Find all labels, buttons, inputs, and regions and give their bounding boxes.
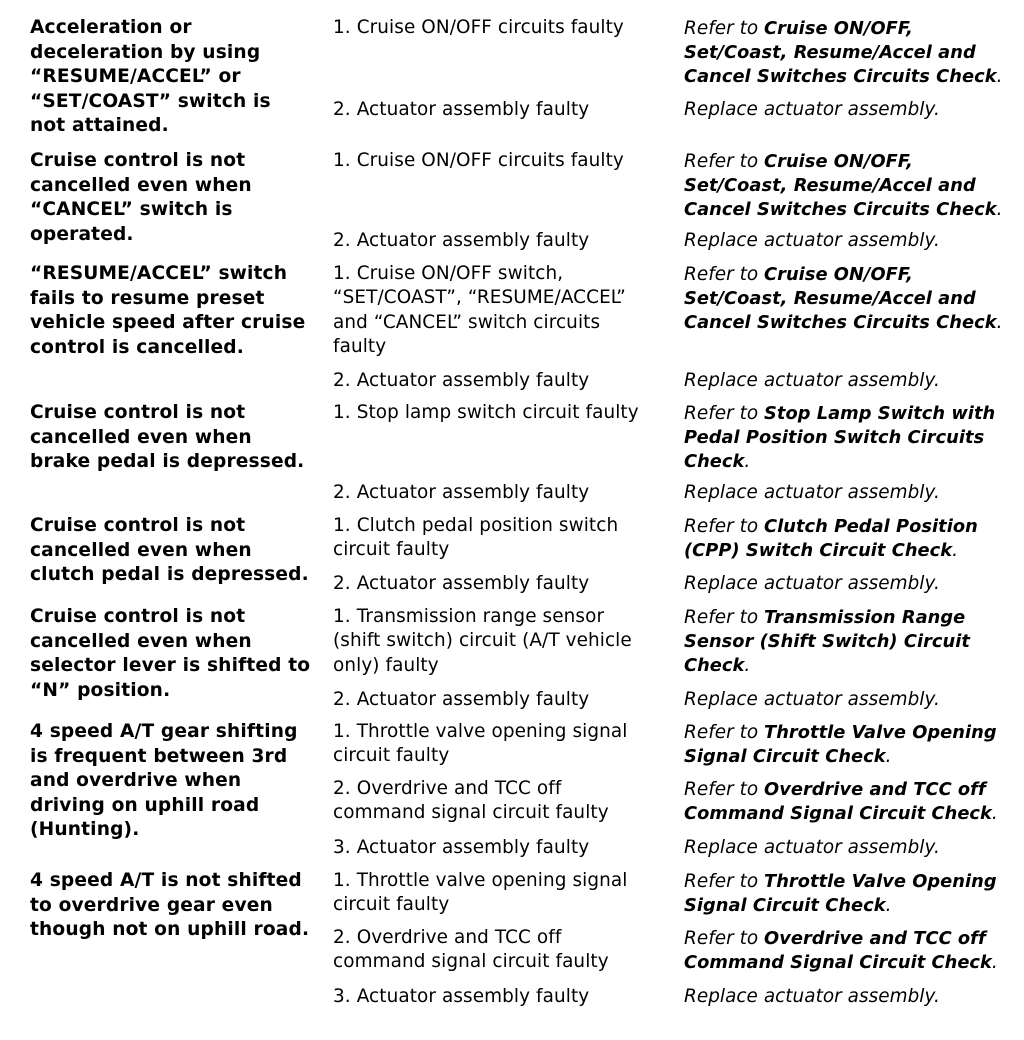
- cause-cell: [333, 369, 678, 393]
- cause-line: 1. Throttle valve opening signal: [333, 870, 628, 891]
- remedy-prefix: Refer to: [684, 871, 765, 892]
- cause-line: 1. Transmission range sensor: [333, 606, 605, 627]
- cause-line: 2. Overdrive and TCC off: [333, 778, 562, 799]
- condition-cell: [30, 401, 328, 475]
- cause-line: 1. Clutch pedal position switch: [333, 515, 619, 536]
- remedy-cell: [684, 836, 1020, 860]
- condition-line: selector lever is shifted to: [30, 655, 311, 677]
- cause-cell: [333, 401, 678, 425]
- cause-cell: [333, 572, 678, 596]
- condition-line: Cruise control is not: [30, 606, 246, 627]
- cause-line: 2. Actuator assembly faulty: [333, 482, 590, 503]
- condition-line: “RESUME/ACCEL” or: [30, 66, 241, 88]
- remedy-prefix: Refer to: [684, 403, 765, 424]
- cause-cell: [333, 720, 678, 769]
- remedy-line: [684, 65, 1020, 89]
- remedy-reference: Throttle Valve Opening: [764, 871, 997, 892]
- condition-cell: [30, 514, 328, 588]
- cause-line: 3. Actuator assembly faulty: [333, 986, 590, 1007]
- condition-cell: [30, 605, 328, 703]
- remedy-line: [684, 778, 1020, 802]
- remedy-cell: [684, 778, 1020, 826]
- remedy-line: [684, 745, 1020, 769]
- remedy-reference: Signal Circuit Check: [684, 745, 886, 767]
- condition-line: “SET/COAST” switch is: [30, 90, 271, 112]
- cause-cell: [333, 149, 678, 173]
- cause-cell: [333, 836, 678, 860]
- remedy-cell: [684, 688, 1020, 712]
- condition-cell: [30, 720, 328, 843]
- remedy-cell: [684, 229, 1020, 253]
- condition-cell: [30, 262, 328, 360]
- condition-line: to overdrive gear even: [30, 894, 273, 916]
- remedy-suffix: .: [744, 654, 751, 676]
- condition-line: 4 speed A/T is not shifted: [30, 870, 302, 891]
- remedy-line: [684, 174, 1020, 198]
- remedy-cell: [684, 402, 1020, 473]
- remedy-reference: Command Signal Circuit Check: [684, 802, 992, 824]
- remedy-reference: Stop Lamp Switch with: [764, 403, 996, 424]
- condition-line: “N” position.: [30, 679, 171, 701]
- remedy-reference: Cruise ON/OFF,: [764, 264, 913, 285]
- cause-line: 2. Actuator assembly faulty: [333, 230, 590, 251]
- remedy-line: [684, 802, 1020, 826]
- remedy-reference: (CPP) Switch Circuit Check: [684, 539, 953, 561]
- cause-line: 1. Throttle valve opening signal: [333, 721, 628, 742]
- remedy-suffix: .: [996, 311, 1003, 333]
- remedy-text: Replace actuator assembly.: [684, 230, 940, 251]
- remedy-reference: Set/Coast, Resume/Accel and: [684, 287, 976, 309]
- remedy-suffix: .: [996, 198, 1003, 220]
- cause-line: circuit faulty: [333, 539, 450, 561]
- remedy-reference: Transmission Range: [764, 607, 966, 628]
- condition-line: driving on uphill road: [30, 794, 260, 816]
- remedy-suffix: .: [952, 539, 959, 561]
- remedy-prefix: Refer to: [684, 18, 765, 39]
- remedy-text: Replace actuator assembly.: [684, 482, 940, 503]
- remedy-line: [684, 606, 1020, 630]
- condition-line: 4 speed A/T gear shifting: [30, 721, 298, 742]
- condition-cell: [30, 869, 328, 943]
- condition-line: is frequent between 3rd: [30, 745, 288, 767]
- remedy-cell: [684, 606, 1020, 677]
- remedy-line: [684, 515, 1020, 539]
- remedy-prefix: Refer to: [684, 928, 765, 949]
- cause-line: “SET/COAST”, “RESUME/ACCEL”: [333, 287, 626, 309]
- remedy-cell: [684, 98, 1020, 122]
- cause-line: 2. Actuator assembly faulty: [333, 99, 590, 120]
- condition-line: cancelled even when: [30, 426, 252, 448]
- cause-cell: [333, 777, 678, 826]
- remedy-cell: [684, 515, 1020, 563]
- remedy-line: [684, 41, 1020, 65]
- remedy-reference: Cancel Switches Circuits Check: [684, 65, 997, 87]
- cause-cell: [333, 16, 678, 40]
- condition-line: “CANCEL” switch is: [30, 199, 233, 221]
- remedy-reference: Signal Circuit Check: [684, 894, 886, 916]
- remedy-cell: [684, 927, 1020, 975]
- condition-line: not attained.: [30, 115, 169, 137]
- cause-cell: [333, 605, 678, 678]
- remedy-suffix: .: [996, 65, 1003, 87]
- remedy-suffix: .: [991, 802, 998, 824]
- cause-cell: [333, 688, 678, 712]
- remedy-cell: [684, 263, 1020, 334]
- cause-cell: [333, 869, 678, 918]
- condition-line: cancelled even when: [30, 174, 252, 196]
- condition-line: brake pedal is depressed.: [30, 451, 305, 473]
- remedy-text: Replace actuator assembly.: [684, 837, 940, 858]
- remedy-line: [684, 630, 1020, 654]
- cause-line: 1. Cruise ON/OFF circuits faulty: [333, 150, 624, 171]
- remedy-line: [684, 198, 1020, 222]
- remedy-line: [684, 263, 1020, 287]
- condition-line: Cruise control is not: [30, 515, 246, 536]
- cause-cell: [333, 262, 678, 360]
- cause-cell: [333, 926, 678, 975]
- cause-line: and “CANCEL” switch circuits: [333, 311, 601, 333]
- remedy-suffix: .: [991, 951, 998, 973]
- condition-line: Cruise control is not: [30, 402, 246, 423]
- remedy-reference: Check: [684, 654, 745, 676]
- remedy-text: Replace actuator assembly.: [684, 370, 940, 391]
- remedy-reference: Clutch Pedal Position: [764, 516, 978, 537]
- remedy-reference: Throttle Valve Opening: [764, 722, 997, 743]
- remedy-line: [684, 951, 1020, 975]
- remedy-line: [684, 654, 1020, 678]
- remedy-reference: Cancel Switches Circuits Check: [684, 311, 997, 333]
- remedy-line: [684, 17, 1020, 41]
- condition-line: Cruise control is not: [30, 150, 246, 171]
- cause-cell: [333, 98, 678, 122]
- remedy-reference: Set/Coast, Resume/Accel and: [684, 174, 976, 196]
- cause-line: 1. Cruise ON/OFF switch,: [333, 263, 564, 284]
- remedy-reference: Cruise ON/OFF,: [764, 151, 913, 172]
- remedy-line: [684, 927, 1020, 951]
- cause-line: command signal circuit faulty: [333, 802, 609, 824]
- remedy-cell: [684, 985, 1020, 1009]
- condition-line: “RESUME/ACCEL” switch: [30, 263, 288, 284]
- remedy-cell: [684, 572, 1020, 596]
- remedy-line: [684, 311, 1020, 335]
- remedy-line: [684, 150, 1020, 174]
- remedy-prefix: Refer to: [684, 516, 765, 537]
- remedy-text: Replace actuator assembly.: [684, 689, 940, 710]
- remedy-line: [684, 870, 1020, 894]
- remedy-cell: [684, 369, 1020, 393]
- condition-line: control is cancelled.: [30, 336, 244, 358]
- remedy-prefix: Refer to: [684, 151, 765, 172]
- condition-line: though not on uphill road.: [30, 919, 310, 941]
- cause-cell: [333, 985, 678, 1009]
- remedy-line: [684, 402, 1020, 426]
- remedy-cell: [684, 150, 1020, 221]
- remedy-prefix: Refer to: [684, 607, 765, 628]
- remedy-cell: [684, 721, 1020, 769]
- condition-line: cancelled even when: [30, 539, 252, 561]
- cause-line: circuit faulty: [333, 745, 450, 767]
- remedy-line: [684, 721, 1020, 745]
- cause-line: only) faulty: [333, 654, 439, 676]
- condition-line: and overdrive when: [30, 770, 242, 792]
- remedy-text: Replace actuator assembly.: [684, 986, 940, 1007]
- cause-line: (shift switch) circuit (A/T vehicle: [333, 630, 632, 652]
- cause-line: 1. Cruise ON/OFF circuits faulty: [333, 17, 624, 38]
- cause-cell: [333, 514, 678, 563]
- remedy-prefix: Refer to: [684, 779, 765, 800]
- remedy-prefix: Refer to: [684, 264, 765, 285]
- cause-line: faulty: [333, 336, 387, 358]
- remedy-reference: Cruise ON/OFF,: [764, 18, 913, 39]
- remedy-prefix: Refer to: [684, 722, 765, 743]
- cause-cell: [333, 229, 678, 253]
- cause-line: 2. Actuator assembly faulty: [333, 573, 590, 594]
- remedy-suffix: .: [744, 450, 751, 472]
- remedy-cell: [684, 870, 1020, 918]
- remedy-reference: Cancel Switches Circuits Check: [684, 198, 997, 220]
- remedy-suffix: .: [885, 745, 892, 767]
- remedy-text: Replace actuator assembly.: [684, 573, 940, 594]
- condition-cell: [30, 16, 328, 139]
- remedy-line: [684, 539, 1020, 563]
- remedy-line: [684, 426, 1020, 450]
- remedy-suffix: .: [885, 894, 892, 916]
- condition-line: (Hunting).: [30, 819, 140, 841]
- remedy-line: [684, 894, 1020, 918]
- condition-line: cancelled even when: [30, 630, 252, 652]
- remedy-reference: Overdrive and TCC off: [764, 928, 986, 949]
- remedy-reference: Command Signal Circuit Check: [684, 951, 992, 973]
- cause-line: 1. Stop lamp switch circuit faulty: [333, 402, 639, 423]
- remedy-line: [684, 287, 1020, 311]
- condition-line: deceleration by using: [30, 41, 261, 63]
- remedy-text: Replace actuator assembly.: [684, 99, 940, 120]
- remedy-reference: Check: [684, 450, 745, 472]
- condition-line: operated.: [30, 223, 134, 245]
- condition-line: vehicle speed after cruise: [30, 312, 306, 334]
- remedy-reference: Sensor (Shift Switch) Circuit: [684, 630, 970, 652]
- remedy-cell: [684, 17, 1020, 88]
- remedy-reference: Set/Coast, Resume/Accel and: [684, 41, 976, 63]
- cause-cell: [333, 481, 678, 505]
- cause-line: 2. Overdrive and TCC off: [333, 927, 562, 948]
- cause-line: circuit faulty: [333, 894, 450, 916]
- condition-line: fails to resume preset: [30, 287, 265, 309]
- remedy-line: [684, 450, 1020, 474]
- cause-line: command signal circuit faulty: [333, 951, 609, 973]
- condition-cell: [30, 149, 328, 247]
- remedy-reference: Pedal Position Switch Circuits: [684, 426, 985, 448]
- remedy-reference: Overdrive and TCC off: [764, 779, 986, 800]
- cause-line: 2. Actuator assembly faulty: [333, 689, 590, 710]
- condition-line: clutch pedal is depressed.: [30, 564, 309, 586]
- remedy-cell: [684, 481, 1020, 505]
- cause-line: 3. Actuator assembly faulty: [333, 837, 590, 858]
- cause-line: 2. Actuator assembly faulty: [333, 370, 590, 391]
- condition-line: Acceleration or: [30, 17, 192, 38]
